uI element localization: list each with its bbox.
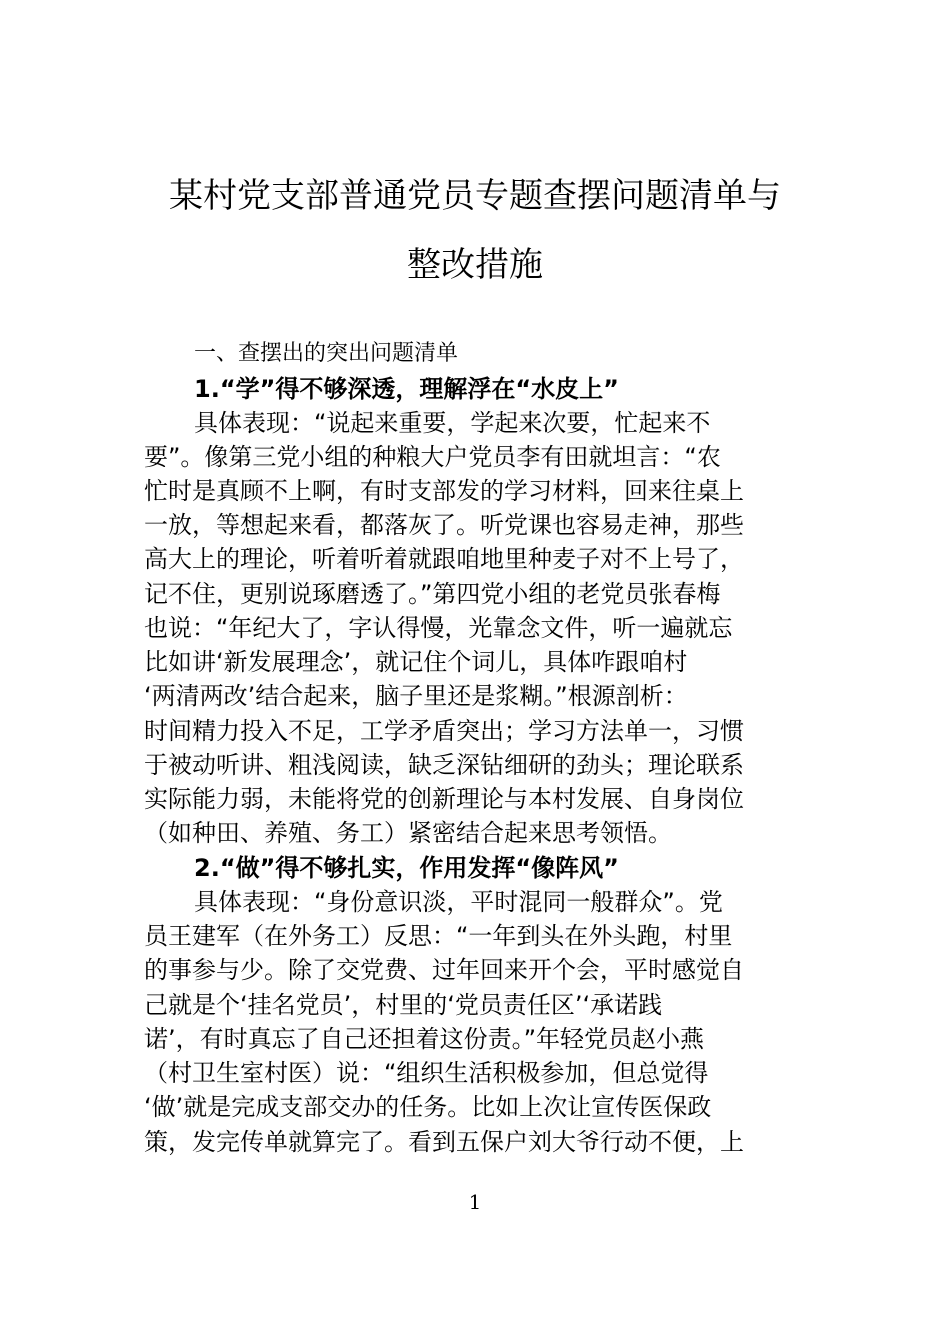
paragraph-1-line: 也说：“年纪大了，字认得慢，光靠念文件，听一遍就忘 bbox=[144, 614, 733, 642]
paragraph-2-line: ‘做’就是完成支部交办的任务。比如上次让宣传医保政 bbox=[144, 1093, 712, 1121]
paragraph-2-line: 诺’，有时真忘了自己还担着这份责。”年轻党员赵小燕 bbox=[144, 1025, 705, 1053]
paragraph-2-line: 具体表现：“身份意识淡，平时混同一般群众”。党 bbox=[194, 888, 723, 916]
paragraph-2-line: 策，发完传单就算完了。看到五保户刘大爷行动不便，上 bbox=[144, 1128, 744, 1156]
paragraph-1-line: 时间精力投入不足，工学矛盾突出；学习方法单一，习惯 bbox=[144, 717, 744, 745]
paragraph-1-line: 记不住，更别说琢磨透了。”第四党小组的老党员张春梅 bbox=[144, 580, 721, 608]
paragraph-2-line: 员王建军（在外务工）反思：“一年到头在外头跑，村里 bbox=[144, 922, 733, 950]
paragraph-2-line: 的事参与少。除了交党费、过年回来开个会，平时感觉自 bbox=[144, 956, 744, 984]
paragraph-2-line: （村卫生室村医）说：“组织生活积极参加，但总觉得 bbox=[144, 1059, 709, 1087]
paragraph-1-line: 忙时是真顾不上啊，有时支部发的学习材料，回来往桌上 bbox=[144, 477, 744, 505]
subheading-1: 1.“学”得不够深透，理解浮在“水皮上” bbox=[194, 375, 619, 403]
paragraph-1-line: 实际能力弱，未能将党的创新理论与本村发展、自身岗位 bbox=[144, 785, 744, 813]
section-heading: 一、查摆出的突出问题清单 bbox=[194, 341, 459, 366]
paragraph-1-line: 高大上的理论，听着听着就跟咱地里种麦子对不上号了， bbox=[144, 545, 744, 573]
paragraph-1-line: ‘两清两改’结合起来，脑子里还是浆糊。”根源剖析： bbox=[144, 682, 688, 710]
subheading-2: 2.“做”得不够扎实，作用发挥“像阵风” bbox=[194, 854, 619, 882]
paragraph-1-line: 比如讲‘新发展理念’，就记住个词儿，具体咋跟咱村 bbox=[144, 648, 688, 676]
paragraph-1-line: 一放，等想起来看，都落灰了。听党课也容易走神，那些 bbox=[144, 511, 744, 539]
paragraph-1-line: 于被动听讲、粗浅阅读，缺乏深钻细研的劲头；理论联系 bbox=[144, 751, 744, 779]
page-title-line-1: 某村党支部普通党员专题查摆问题清单与 bbox=[169, 176, 781, 216]
paragraph-1-line: 具体表现：“说起来重要，学起来次要，忙起来不 bbox=[194, 409, 711, 437]
page-number: 1 bbox=[468, 1190, 482, 1214]
paragraph-1-line: （如种田、养殖、务工）紧密结合起来思考领悟。 bbox=[144, 819, 672, 847]
page-title-line-2: 整改措施 bbox=[407, 245, 543, 285]
paragraph-1-line: 要”。像第三党小组的种粮大户党员李有田就坦言：“农 bbox=[144, 443, 721, 471]
paragraph-2-line: 己就是个‘挂名党员’，村里的‘党员责任区’‘承诺践 bbox=[144, 991, 663, 1019]
